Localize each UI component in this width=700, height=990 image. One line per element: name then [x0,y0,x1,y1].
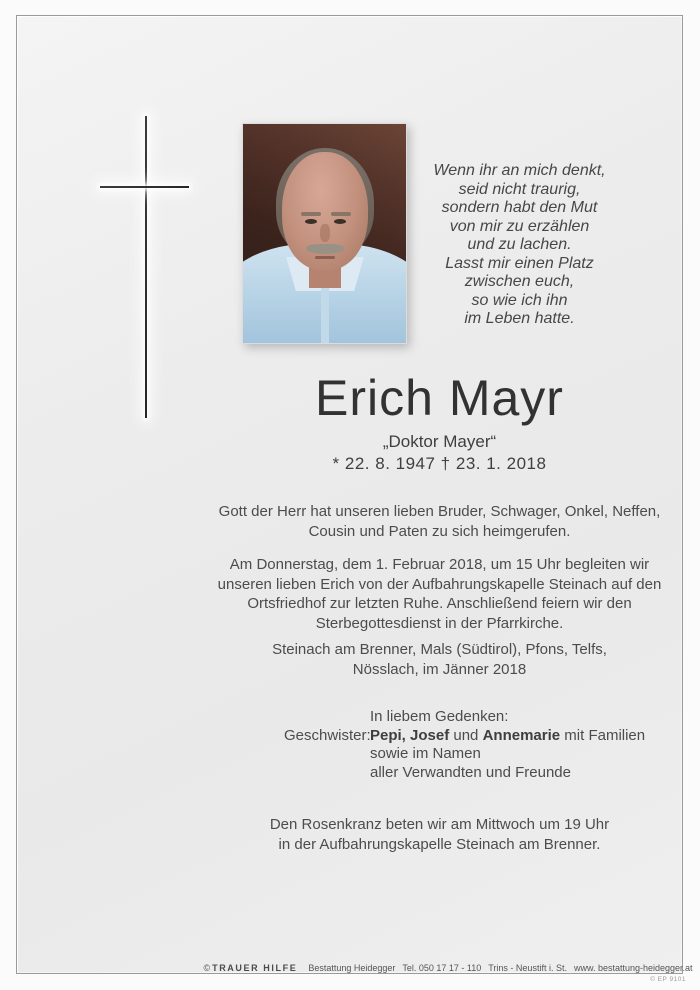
poem-line: so wie ich ihn [471,291,568,309]
paragraph-line: Am Donnerstag, dem 1. Februar 2018, um 15 Uhr begleiten wir [229,556,650,573]
photo-mouth [315,256,335,259]
copyright-symbol: © [203,963,211,973]
funeral-home-website: www. bestattung-heidegger.at [573,963,693,973]
photo-mustache [306,244,344,254]
places-and-date [197,640,682,679]
funeral-home-brand: TRAUER HILFE [212,963,298,973]
poem-line: Lasst mir einen Platz [445,254,594,272]
mourners-line: aller Verwandten und Freunde [370,763,571,781]
deceased-name: Erich Mayr [315,370,564,426]
mourners-names [370,727,645,746]
funeral-home-phone: Tel. 050 17 17 - 110 [402,963,482,973]
mourners-siblings-row [284,727,664,746]
mourners-label: Geschwister: [284,726,371,744]
paragraph-line: unseren lieben Erich von der Aufbahrungskapelle Steinach auf den [217,575,662,593]
print-code: © EP 9101 [650,976,686,983]
mourners-intro: In liebem Gedenken: [370,708,509,725]
poem-line: von mir zu erzählen [449,217,590,235]
paragraph-line: Cousin und Paten zu sich heimgerufen. [308,522,571,540]
poem-line: seid nicht traurig, [458,180,581,198]
photo-eye-right [334,219,346,224]
poem-line: sondern habt den Mut [441,199,598,216]
photo-eyebrow-right [331,212,351,216]
paragraph-line: Sterbegottesdienst in der Pfarrkirche. [315,614,564,632]
poem-line: und zu lachen. [467,236,572,253]
funeral-home-locations: Trins - Neustift i. St. [488,963,567,973]
rosary-notice [197,815,682,854]
paragraph-line: in der Aufbahrungskapelle Steinach am Brenner. [278,835,601,853]
birth-death-dates: * 22. 8. 1947 † 23. 1. 2018 [332,454,547,473]
paragraph-line: Nösslach, im Jänner 2018 [352,660,527,678]
paragraph-line: Den Rosenkranz beten wir am Mittwoch um 19 Uhr [269,816,610,833]
poem-line: zwischen euch, [464,273,575,290]
cross-vertical-bar [145,116,147,418]
cross-horizontal-bar [100,186,189,188]
portrait-photo [242,123,407,344]
mourners-names-bold: Annemarie [482,726,561,744]
mourners-suffix: mit Familien [560,726,646,744]
photo-eyebrow-left [301,212,321,216]
photo-eye-left [305,219,317,224]
mourners-names-bold: Pepi, Josef [370,726,450,744]
announcement-paragraph-2 [197,555,682,633]
paragraph-line: Steinach am Brenner, Mals (Südtirol), Pfons, Telfs, [272,641,607,658]
mourners-block [284,708,664,782]
funeral-home-name: Bestattung Heidegger [308,963,396,973]
photo-shirt-placket [321,287,329,343]
mourners-conjunction: und [449,726,483,744]
funeral-home-footer [197,962,699,974]
deceased-nickname: „Doktor Mayer“ [382,432,497,451]
mourners-line: sowie im Namen [370,745,481,762]
memorial-poem [412,162,627,329]
paragraph-line: Ortsfriedhof zur letzten Ruhe. Anschließend feiern wir den [247,595,632,612]
paragraph-line: Gott der Herr hat unseren lieben Bruder, Schwager, Onkel, Neffen, [218,503,661,520]
announcement-paragraph-1 [197,502,682,541]
photo-nose [320,224,330,242]
poem-line: Wenn ihr an mich denkt, [433,162,606,179]
poem-line: im Leben hatte. [464,310,575,327]
memorial-card [16,15,693,974]
